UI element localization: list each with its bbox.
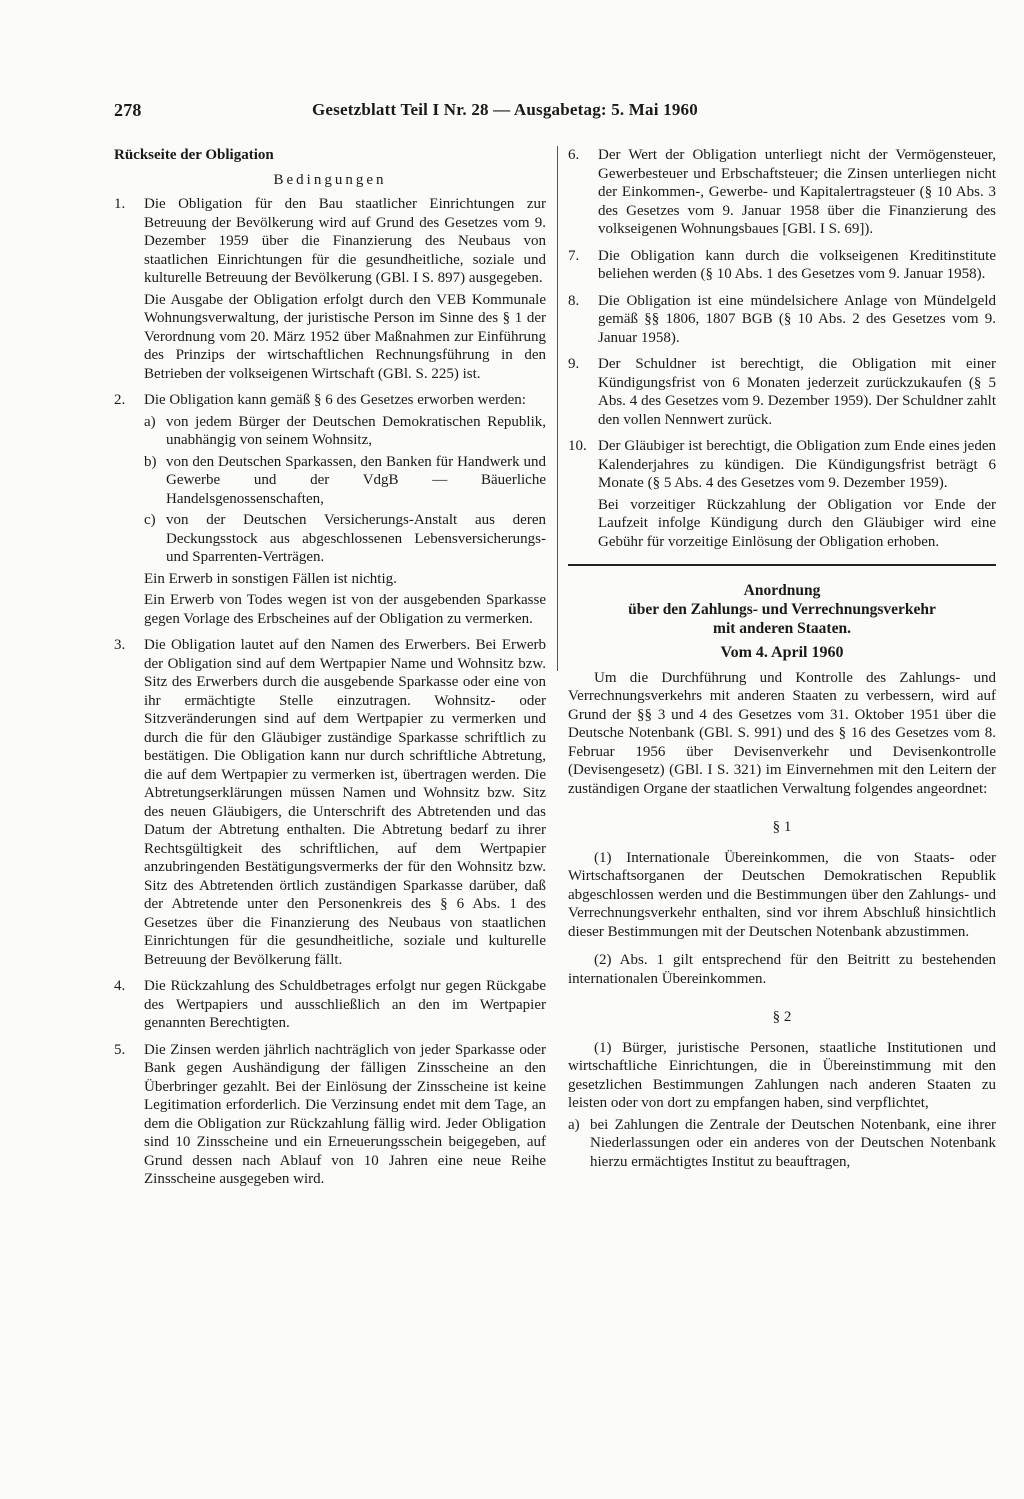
item-text: Die Ausgabe der Obligation erfolgt durch den VEB Kommunale Wohnungsverwaltung, der juristische Person im Sinne des § 1 der Verordnung vom 20. März 1952 über Maßnahmen zur Einführung des Prinzips der wirtschaftlichen Rechnungsführung in den Betrieben der volkseigenen Wirtschaft (GBl. S. 225) ist.	[144, 291, 546, 382]
sub-item-label: b)	[144, 453, 157, 470]
item-text: Die Obligation kann durch die volkseigenen Kreditinstitute beliehen werden (§ 10 Abs. 1 des Gesetzes vom 9. Januar 1958).	[598, 247, 996, 282]
condition-item-9	[568, 355, 996, 429]
sub-item-text: bei Zahlungen die Zentrale der Deutschen Notenbank, eine ihrer Niederlassungen oder ein anderes von der Deutschen Notenbank hierzu ermächtigtes Institut zu beauftragen,	[590, 1116, 996, 1170]
sub-item-label: a)	[568, 1116, 580, 1133]
paragraph-text: (1) Internationale Übereinkommen, die von Staats- oder Wirtschaftsorganen der Deutschen Demokratischen Republik abgeschlossen werden und die Bestimmungen über den Zahlungs- und Verrechnungsverkehr enthalten, sind vor ihrem Abschluß hinsichtlich dieser Bestimmungen mit der Deutschen Notenbank abzustimmen.	[568, 849, 996, 940]
condition-item-7	[568, 247, 996, 284]
condition-item-5	[114, 1041, 546, 1189]
sub-item-b	[144, 453, 546, 509]
anordnung-subtitle: über den Zahlungs- und Verrechnungsverkehr	[628, 601, 936, 618]
section-title: Rückseite der Obligation	[114, 147, 274, 163]
item-text: Die Rückzahlung des Schuldbetrages erfolgt nur gegen Rückgabe des Wertpapiers und ausschließlich an den im Wertpapier genannten Berechtigten.	[144, 978, 546, 1031]
item-number: 4.	[114, 978, 126, 994]
condition-item-8	[568, 292, 996, 348]
condition-item-4	[114, 977, 546, 1033]
paragraph-text: (1) Bürger, juristische Personen, staatliche Institutionen und wirtschaftliche Einrichtungen, die in Übereinstimmung mit den gesetzlichen Bestimmungen Zahlungen nach anderen Staaten zu leisten oder von dort zu empfangen haben, sind verpflichtet,	[568, 1039, 996, 1111]
item-number: 6.	[568, 147, 580, 163]
right-column	[568, 146, 996, 1174]
item-number: 2.	[114, 392, 126, 408]
item-number: 3.	[114, 637, 126, 653]
item-number: 1.	[114, 196, 126, 212]
item-text: Der Schuldner ist berechtigt, die Obligation mit einer Kündigungsfrist von 6 Monaten jederzeit zurückzukaufen (§ 5 Abs. 4 des Gesetzes vom 9. Dezember 1959). Der Schuldner zahlt den vollen Nennwert zurück.	[598, 356, 996, 428]
item-number: 7.	[568, 247, 580, 264]
anordnung-section	[568, 581, 996, 1171]
item-number: 9.	[568, 356, 580, 372]
item-text: Der Wert der Obligation unterliegt nicht der Vermögensteuer, Gewerbesteuer und Erbschaftsteuer; die Zinsen unterliegen nicht der Einkommen-, Gewerbe- und Kapitalertragsteuer (§ 10 Abs. 3 des Gesetzes vom 9. Januar 1958 über die Finanzierung des volkseigenen Wohnungsbaues [GBl. I S. 69]).	[598, 147, 996, 237]
item-text: Die Obligation ist eine mündelsichere Anlage von Mündelgeld gemäß §§ 1806, 1807 BGB (§ 10 Abs. 2 des Gesetzes vom 9. Januar 1958).	[598, 292, 996, 346]
sub-item-label: a)	[144, 413, 156, 430]
sub-item-text: von den Deutschen Sparkassen, den Banken für Handwerk und Gewerbe und der VdgB — Bäuerliche Handelsgenossenschaften,	[166, 453, 546, 507]
condition-item-3	[114, 636, 546, 969]
condition-item-1	[114, 195, 546, 383]
sub-item-label: c)	[144, 512, 156, 528]
item-number: 5.	[114, 1041, 126, 1058]
item-text: Die Obligation kann gemäß § 6 des Gesetzes erworben werden:	[144, 392, 526, 408]
sub-item-text: von der Deutschen Versicherungs-Anstalt aus deren Deckungsstock aus abgeschlossenen Lebensversicherungs- und Sparrenten-Verträgen.	[166, 512, 546, 565]
sub-item-c	[144, 511, 546, 567]
condition-item-10	[568, 437, 996, 551]
item-text: Ein Erwerb von Todes wegen ist von der ausgebenden Sparkasse gegen Vorlage des Erbscheines auf der Obligation zu vermerken.	[144, 592, 546, 627]
condition-item-6	[568, 146, 996, 239]
item-text: Ein Erwerb in sonstigen Fällen ist nichtig.	[144, 570, 397, 587]
column-divider	[557, 146, 558, 671]
sub-item-a	[144, 413, 546, 450]
condition-item-2	[114, 391, 546, 628]
paragraph-heading: § 1	[772, 819, 792, 835]
item-text: Der Gläubiger ist berechtigt, die Obligation zum Ende eines jeden Kalenderjahres zu kündigen. Die Kündigungsfrist beträgt 6 Monate (§ 5 Abs. 4 des Gesetzes vom 9. Dezember 1959).	[598, 438, 996, 491]
section-divider	[568, 564, 996, 566]
sub-item-a	[568, 1116, 996, 1172]
item-text: Die Zinsen werden jährlich nachträglich von jeder Sparkasse oder Bank gegen Aushändigung der fälligen Zinsscheine an den Überbringer gezahlt. Bei der Einlösung der Zinsscheine ist keine Legitimation erforderlich. Die Verzinsung endet mit dem Tage, an dem die Obligation zur Rückzahlung fällig wird. Jeder Obligation sind 10 Zinsscheine und ein Erneuerungsschein beigegeben, auf Grund dessen nach Ablauf von 10 Jahren eine neue Reihe Zinsscheine ausgegeben wird.	[144, 1041, 546, 1187]
page-number: 278	[114, 100, 142, 120]
item-text: Die Obligation für den Bau staatlicher Einrichtungen zur Betreuung der Bevölkerung wird auf Grund des Gesetzes vom 9. Dezember 1959 über die Finanzierung des Neubaus von staatlichen Einrichtungen für die gesundheitliche, soziale und kulturelle Betreuung der Bevölkerung (GBl. I S. 897) ausgegeben.	[144, 196, 546, 286]
header-title: Gesetzblatt Teil I Nr. 28 — Ausgabetag: 5. Mai 1960	[312, 100, 698, 119]
anordnung-date: Vom 4. April 1960	[720, 644, 844, 661]
left-column	[114, 146, 546, 1197]
item-number: 10.	[568, 438, 587, 454]
item-text: Die Obligation lautet auf den Namen des Erwerbers. Bei Erwerb der Obligation sind auf dem Wertpapier Name und Wohnsitz bzw. Sitz des Erwerbers durch die ausgebende Sparkasse oder eine von ihr ermächtigte Stelle einzutragen. Wohnsitz- oder Sitzveränderungen sind auf dem Wertpapier zu vermerken und durch die für den Gläubiger zuständige Sparkasse schriftlich zu bestätigen. Die Obligation kann nur durch schriftliche Abtretung, die auf dem Wertpapier zu vermerken ist, übertragen werden. Die Abtretungserklärungen müssen Namen und Wohnsitz bzw. Sitz des neuen Gläubigers, die Unterschrift des Abtretenden und das Datum der Abtretung enthalten. Die Abtretung bedarf zu ihrer Rechtsgültigkeit des schriftlichen, auf dem Wertpapier anzubringenden Bestätigungsvermerks der für den Wohnsitz bzw. Sitz des Abtretenden örtlich zuständigen Sparkasse darüber, daß der Abtretende unter den Personenkreis des § 6 Abs. 1 des Gesetzes über die Finanzierung des Neubaus von staatlichen Einrichtungen für die gesundheitliche, soziale und kulturelle Betreuung der Bevölkerung fällt.	[144, 637, 546, 968]
subtitle: Bedingungen	[273, 171, 387, 188]
anordnung-subtitle: mit anderen Staaten.	[713, 620, 851, 637]
preamble: Um die Durchführung und Kontrolle des Zahlungs- und Verrechnungsverkehrs mit anderen Staaten zu verbessern, wird auf Grund der §§ 3 und 4 des Gesetzes vom 31. Oktober 1951 über die Deutsche Notenbank (GBl. S. 991) und des § 16 des Gesetzes vom 8. Februar 1956 über Devisenverkehr und Devisenkontrolle (Devisengesetz) (GBl. I S. 321) im Einvernehmen mit den Leitern der zuständigen Organe der staatlichen Verwaltung folgendes angeordnet:	[568, 669, 996, 797]
item-text: Bei vorzeitiger Rückzahlung der Obligation vor Ende der Laufzeit infolge Kündigung durch den Gläubiger wird eine Gebühr für vorzeitige Einlösung der Obligation erhoben.	[598, 496, 996, 550]
anordnung-title: Anordnung	[743, 582, 821, 599]
paragraph-text: (2) Abs. 1 gilt entsprechend für den Beitritt zu bestehenden internationalen Übereinkommen.	[568, 952, 996, 987]
sub-item-text: von jedem Bürger der Deutschen Demokratischen Republik, unabhängig von seinem Wohnsitz,	[166, 413, 546, 448]
paragraph-heading: § 2	[772, 1009, 792, 1025]
item-number: 8.	[568, 292, 580, 309]
